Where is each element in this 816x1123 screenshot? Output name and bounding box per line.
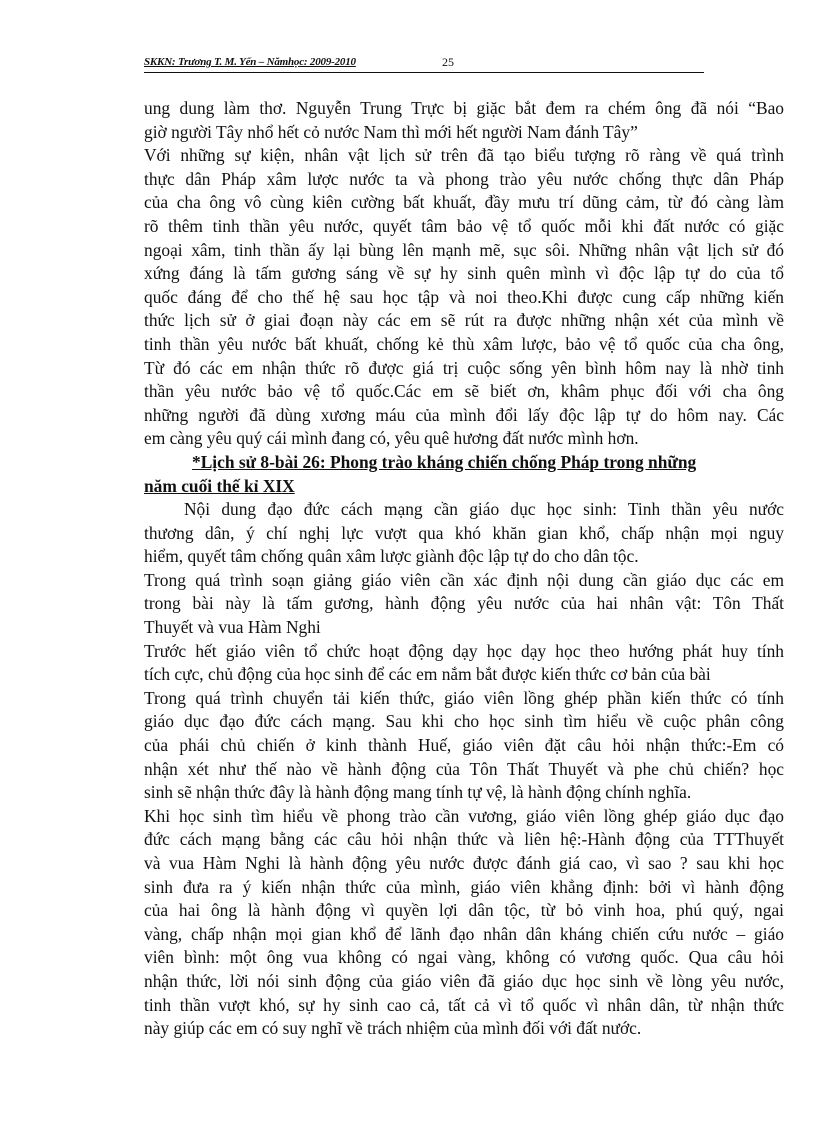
text-line: đức cách mạng bằng các câu hỏi nhận thức và liên hệ:-Hành động của TTThuyết (144, 829, 784, 850)
text-line: và vua Hàm Nghi là hành động yêu nước được đánh giá cao, vì sao ? sau khi học (144, 853, 784, 873)
text-line: giờ người Tây nhổ hết cỏ nước Nam thì mới hết người Nam đánh Tây” (144, 121, 638, 142)
text-line: thương dân, ý chí nghị lực vượt qua khó khăn gian khổ, chấp nhận mọi nguy (144, 522, 784, 543)
text-line: tinh thần yêu nước bất khuất, chống kẻ thù xâm lược, bảo vệ tổ quốc của cha ông, (144, 333, 784, 354)
text-line: thực dân Pháp xâm lược nước ta và phong trào yêu nước chống thực dân Pháp (144, 168, 784, 189)
text-line: thức lịch sử ở giai đoạn này các em sẽ rút ra được những nhận xét của mình về (144, 310, 784, 331)
text-line: Thuyết và vua Hàm Nghi (144, 617, 321, 638)
text-line: viên bình: một ông vua không có ngai vàng, không có vương quốc. Qua câu hỏi (144, 947, 784, 968)
text-line: của hai ông là hành động vì quyền lợi dân tộc, từ bỏ vinh hoa, phú quý, ngai (144, 900, 784, 921)
text-line: rõ thêm tinh thần yêu nước, quyết tâm bảo vệ tổ quốc mỗi khi đất nước có giặc (144, 215, 784, 236)
text-line: những người đã dùng xương máu của mình đổi lấy độc lập tự do hôm nay. Các (144, 404, 784, 425)
text-line: nhận xét như thế nào về hành động của Tôn Thất Thuyết và phe chủ chiến? học (144, 758, 784, 779)
text-line: tích cực, chủ động của học sinh để các em nắm bắt được kiến thức cơ bản của bài (144, 664, 711, 685)
text-line: vàng, chấp nhận mọi gian khổ để lãnh đạo nhân dân kháng chiến cứu nước – giáo (144, 923, 784, 944)
text-line: này giúp các em có suy nghĩ về trách nhiệm của mình đối với đất nước. (144, 1018, 642, 1039)
text-line: Nội dung đạo đức cách mạng cần giáo dục học sinh: Tinh thần yêu nước (184, 499, 784, 520)
header-rule (144, 72, 704, 73)
text-line: Trong quá trình chuyển tải kiến thức, giáo viên lồng ghép phần kiến thức có tính (144, 687, 784, 708)
text-line: Với những sự kiện, nhân vật lịch sử trên đã tạo biểu tượng rõ ràng về quá trình (144, 145, 784, 166)
page-number: 25 (442, 55, 454, 69)
text-line: sinh sẽ nhận thức đây là hành động mang tính tự vệ, là hành động chính nghĩa. (144, 782, 692, 803)
text-line: thần yêu nước bảo vệ tổ quốc.Các em sẽ biết ơn, khâm phục đối với cha ông (144, 381, 784, 402)
section-heading-line-2: năm cuối thế kỉ XIX (144, 475, 295, 496)
text-line: Khi học sinh tìm hiểu về phong trào cần vương, giáo viên lồng ghép giáo dục đạo (144, 805, 784, 826)
page-header (144, 52, 704, 74)
header-title: SKKN: Trương T. M. Yến – Nămhọc: 2009-2010 (144, 56, 356, 68)
text-line: em càng yêu quý cái mình đang có, yêu quê hương đất nước mình hơn. (144, 428, 639, 449)
text-line: hiểm, quyết tâm chống quân xâm lược giành độc lập tự do cho dân tộc. (144, 546, 639, 567)
text-line: Từ đó các em nhận thức rõ được giá trị cuộc sống yên bình hôm nay là nhờ tinh (144, 357, 784, 378)
text-line: của phái chủ chiến ở kinh thành Huế, giáo viên đặt câu hỏi nhận thức:-Em có (144, 735, 784, 756)
text-line: xứng đáng là tấm gương sáng về sự hy sinh quên mình vì độc lập tự do của tổ (144, 263, 784, 284)
text-line: ung dung làm thơ. Nguyễn Trung Trực bị giặc bắt đem ra chém ông đã nói “Bao (144, 98, 784, 118)
text-line: Trước hết giáo viên tổ chức hoạt động dạy học dạy học theo hướng phát huy tính (144, 640, 784, 661)
text-line: trong bài này là tấm gương, hành động yêu nước của hai nhân vật: Tôn Thất (144, 593, 784, 614)
text-line: quốc đáng để cho thế hệ sau học tập và noi theo.Khi được cung cấp những kiến (144, 286, 784, 307)
text-line: ngoại xâm, tinh thần ấy lại bùng lên mạnh mẽ, sục sôi. Những nhân vật lịch sử đó (144, 239, 784, 260)
text-line: giáo dục đạo đức cách mạng. Sau khi cho học sinh tìm hiểu về cuộc phân công (144, 711, 784, 732)
section-heading-line-1: *Lịch sử 8-bài 26: Phong trào kháng chiến chống Pháp trong những (192, 451, 697, 472)
text-line: của cha ông vô cùng kiên cường bất khuất, đầy mưu trí dũng cảm, từ đó càng làm (144, 192, 784, 213)
text-line: sinh đưa ra ý kiến nhận thức của mình, giáo viên khẳng định: bởi vì hành động (144, 876, 784, 897)
text-line: nhận thức, lời nói sinh động của giáo viên đã giáo dục học sinh về lòng yêu nước, (144, 970, 784, 991)
document-body (144, 97, 784, 1041)
text-line: tinh thần vượt khó, sự hy sinh cao cả, tất cả vì tổ quốc vì nhân dân, từ nhận thức (144, 994, 784, 1015)
text-line: Trong quá trình soạn giảng giáo viên cần xác định nội dung cần giáo dục các em (144, 569, 784, 590)
